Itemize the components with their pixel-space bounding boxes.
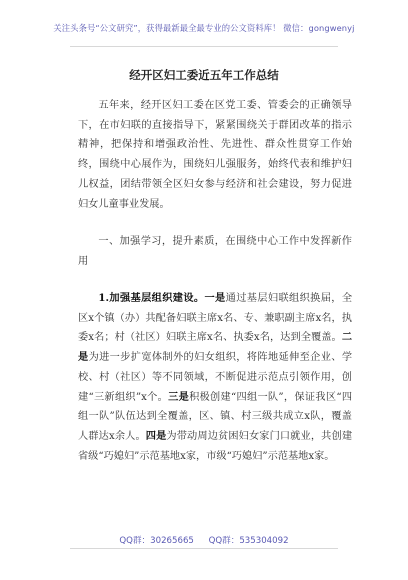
point-marker: 二是 xyxy=(78,331,352,364)
item-title: 1.加强基层组织建设。 xyxy=(98,292,205,304)
item-paragraph xyxy=(78,289,352,466)
document-title: 经开区妇工委近五年工作总结 xyxy=(129,68,279,82)
intro-paragraph: 五年来，经开区妇工委在区党工委、管委会的正确领导下，在市妇联的直接指导下，紧紧围绕关于群团改革的指示精神，把保持和增强政治性、先进性、群众性贯穿工作始终，围绕中心展作为，围绕妇儿强服务，始终代表和维护妇儿权益，团结带领全区妇女参与经济和社会建设，努力促进妇女儿童事业发展。 xyxy=(78,100,352,210)
header-banner: 关注头条号“公文研究”，获得最新最全最专业的公文资料库！ 微信：gongwenyj xyxy=(53,23,355,33)
point-marker: 一是 xyxy=(204,292,226,304)
point-marker: 四是 xyxy=(145,429,167,442)
point-text: 为带动周边贫困妇女家门口就业，共创建省级“巧媳妇”示范基地x家，市级“巧媳妇”示范基地x家。 xyxy=(78,430,353,462)
point-text: 为进一步扩宽体制外的妇女组织，将阵地延伸至企业、学校、村（社区）等不同领域，不断促进示范点引领作用，创建“三新组织”x个。 xyxy=(78,352,353,403)
qq-group-link[interactable]: QQ群：30265665 xyxy=(119,536,194,546)
point-text: 积极创建“四组一队”，保证我区“四组一队”队伍达到全覆盖，区、镇、村三级共成立x队，覆盖人群达x余人。 xyxy=(78,391,353,442)
footer-divider xyxy=(70,548,338,549)
section-heading: 一、加强学习，提升素质，在围绕中心工作中发挥新作用 xyxy=(78,236,352,267)
footer-contacts xyxy=(0,534,408,546)
qq-group-link[interactable]: QQ群：535304092 xyxy=(208,536,289,546)
header-divider xyxy=(70,46,338,47)
point-marker: 三是 xyxy=(168,390,190,403)
point-text: 通过基层妇联组织换届，全区x个镇（办）共配备妇联主席x名、专、兼职副主席x名，执委x名；村（社区）妇联主席x名、执委x名，达到全覆盖。 xyxy=(78,293,353,344)
